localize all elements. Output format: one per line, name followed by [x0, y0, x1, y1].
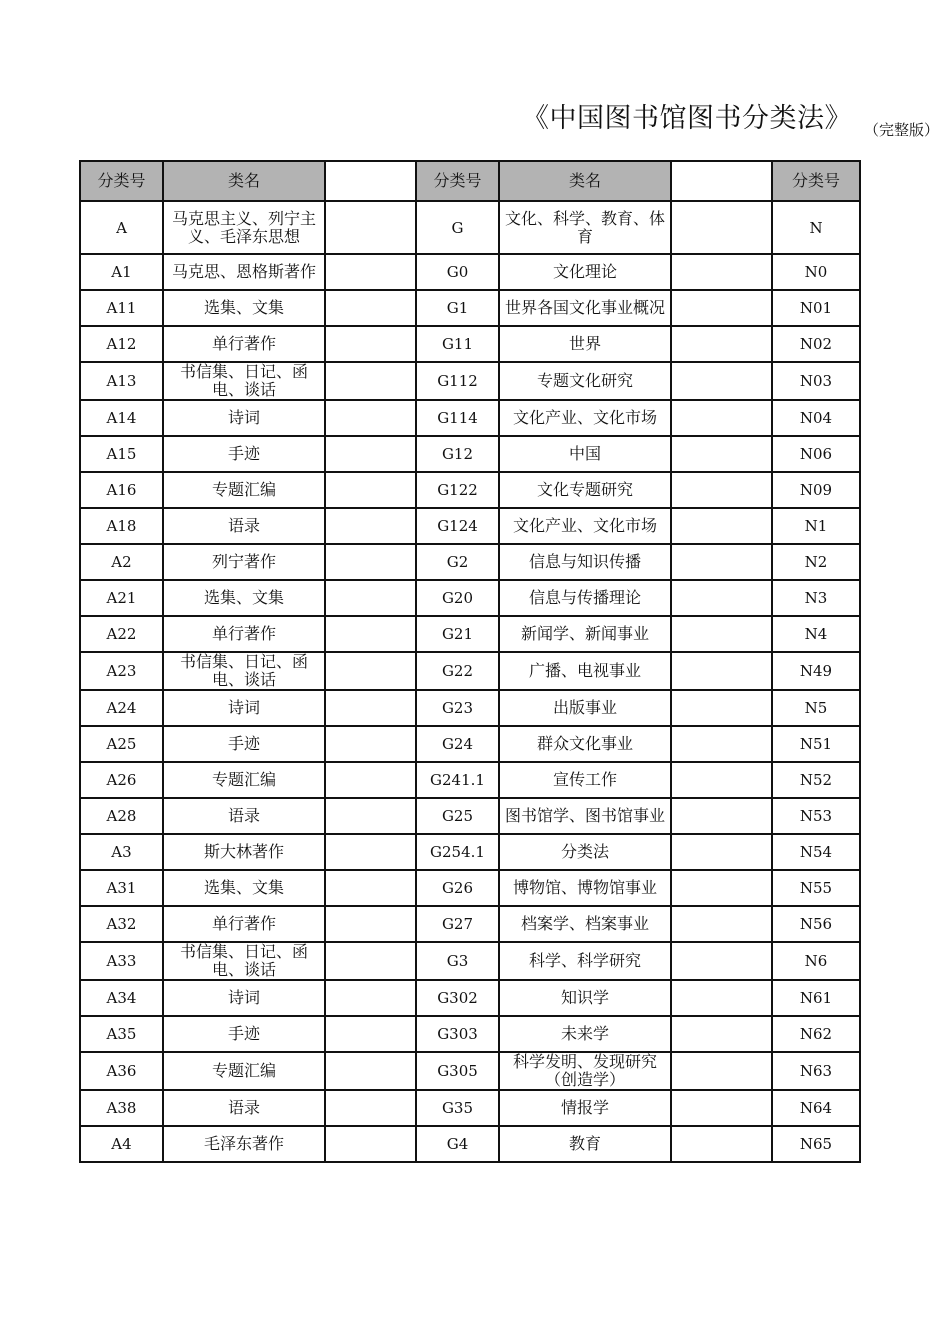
cell-code-g: G25 — [416, 798, 499, 834]
cell-name-g: 文化专题研究 — [499, 472, 671, 508]
table-row — [80, 201, 860, 254]
cell-blank-a — [325, 508, 416, 544]
table-row — [80, 508, 860, 544]
cell-name-a: 单行著作 — [163, 616, 325, 652]
header-blank-col-1 — [325, 161, 416, 201]
cell-name-a: 马克思、恩格斯著作 — [163, 254, 325, 290]
cell-code-a: A12 — [80, 326, 163, 362]
table-row — [80, 400, 860, 436]
cell-name-a: 单行著作 — [163, 326, 325, 362]
header-code-col-1: 分类号 — [80, 161, 163, 201]
cell-name-g: 知识学 — [499, 980, 671, 1016]
page-title: 《中国图书馆图书分类法》 — [522, 103, 852, 134]
cell-code-n: N55 — [772, 870, 860, 906]
cell-code-a: A24 — [80, 690, 163, 726]
table-row — [80, 254, 860, 290]
cell-blank-a — [325, 580, 416, 616]
cell-name-a: 书信集、日记、函电、谈话 — [163, 942, 325, 980]
header-row — [80, 161, 860, 201]
cell-code-g: G241.1 — [416, 762, 499, 798]
cell-blank-a — [325, 690, 416, 726]
header-name-col-2: 类名 — [499, 161, 671, 201]
cell-name-g: 群众文化事业 — [499, 726, 671, 762]
cell-code-n: N52 — [772, 762, 860, 798]
table-row — [80, 326, 860, 362]
cell-name-g: 宣传工作 — [499, 762, 671, 798]
cell-code-a: A34 — [80, 980, 163, 1016]
cell-name-g: 世界各国文化事业概况 — [499, 290, 671, 326]
cell-blank-g — [671, 508, 772, 544]
table-row — [80, 726, 860, 762]
cell-blank-a — [325, 436, 416, 472]
cell-blank-g — [671, 870, 772, 906]
cell-name-g: 广播、电视事业 — [499, 652, 671, 690]
cell-code-n: N2 — [772, 544, 860, 580]
cell-code-g: G302 — [416, 980, 499, 1016]
cell-blank-g — [671, 616, 772, 652]
cell-code-a: A23 — [80, 652, 163, 690]
cell-code-g: G2 — [416, 544, 499, 580]
cell-blank-g — [671, 762, 772, 798]
cell-name-g: 分类法 — [499, 834, 671, 870]
cell-code-a: A — [80, 201, 163, 254]
table-row — [80, 1016, 860, 1052]
cell-name-g: 世界 — [499, 326, 671, 362]
cell-blank-a — [325, 201, 416, 254]
cell-code-g: G303 — [416, 1016, 499, 1052]
table-row — [80, 580, 860, 616]
cell-blank-a — [325, 834, 416, 870]
cell-name-a: 选集、文集 — [163, 580, 325, 616]
cell-name-a: 马克思主义、列宁主义、毛泽东思想 — [163, 201, 325, 254]
cell-code-n: N06 — [772, 436, 860, 472]
cell-name-a: 书信集、日记、函电、谈话 — [163, 362, 325, 400]
cell-blank-g — [671, 544, 772, 580]
cell-code-a: A28 — [80, 798, 163, 834]
cell-code-a: A21 — [80, 580, 163, 616]
cell-code-n: N56 — [772, 906, 860, 942]
cell-blank-g — [671, 362, 772, 400]
table-row — [80, 652, 860, 690]
cell-code-g: G26 — [416, 870, 499, 906]
cell-blank-g — [671, 326, 772, 362]
cell-blank-a — [325, 1090, 416, 1126]
cell-name-a: 专题汇编 — [163, 1052, 325, 1090]
cell-blank-g — [671, 906, 772, 942]
cell-code-g: G23 — [416, 690, 499, 726]
cell-name-g: 科学发明、发现研究（创造学） — [499, 1052, 671, 1090]
cell-code-a: A25 — [80, 726, 163, 762]
table-row — [80, 544, 860, 580]
cell-code-a: A11 — [80, 290, 163, 326]
cell-code-g: G124 — [416, 508, 499, 544]
cell-code-a: A13 — [80, 362, 163, 400]
table-row — [80, 1090, 860, 1126]
cell-code-g: G22 — [416, 652, 499, 690]
cell-code-g: G305 — [416, 1052, 499, 1090]
cell-code-a: A3 — [80, 834, 163, 870]
cell-code-n: N51 — [772, 726, 860, 762]
cell-code-n: N4 — [772, 616, 860, 652]
cell-code-a: A18 — [80, 508, 163, 544]
cell-name-g: 文化产业、文化市场 — [499, 508, 671, 544]
cell-code-n: N0 — [772, 254, 860, 290]
cell-code-n: N5 — [772, 690, 860, 726]
table-row — [80, 690, 860, 726]
header-code-col-3: 分类号 — [772, 161, 860, 201]
cell-blank-g — [671, 834, 772, 870]
table-row — [80, 472, 860, 508]
cell-blank-a — [325, 652, 416, 690]
cell-blank-a — [325, 1016, 416, 1052]
cell-blank-g — [671, 254, 772, 290]
classification-table — [79, 160, 861, 1163]
table-row — [80, 980, 860, 1016]
cell-code-n: N53 — [772, 798, 860, 834]
cell-blank-g — [671, 400, 772, 436]
header-code-col-2: 分类号 — [416, 161, 499, 201]
cell-name-g: 信息与传播理论 — [499, 580, 671, 616]
cell-blank-g — [671, 1016, 772, 1052]
cell-name-g: 中国 — [499, 436, 671, 472]
cell-code-n: N6 — [772, 942, 860, 980]
cell-blank-g — [671, 690, 772, 726]
cell-blank-a — [325, 290, 416, 326]
cell-blank-a — [325, 762, 416, 798]
cell-name-g: 教育 — [499, 1126, 671, 1162]
cell-name-g: 新闻学、新闻事业 — [499, 616, 671, 652]
table-row — [80, 870, 860, 906]
cell-blank-g — [671, 472, 772, 508]
cell-name-a: 手迹 — [163, 1016, 325, 1052]
cell-blank-a — [325, 980, 416, 1016]
table-row — [80, 362, 860, 400]
cell-blank-g — [671, 798, 772, 834]
cell-code-a: A16 — [80, 472, 163, 508]
cell-name-a: 手迹 — [163, 726, 325, 762]
cell-code-g: G27 — [416, 906, 499, 942]
cell-code-a: A15 — [80, 436, 163, 472]
cell-code-n: N04 — [772, 400, 860, 436]
cell-code-g: G11 — [416, 326, 499, 362]
cell-blank-a — [325, 544, 416, 580]
cell-name-a: 列宁著作 — [163, 544, 325, 580]
table-row — [80, 436, 860, 472]
cell-name-g: 信息与知识传播 — [499, 544, 671, 580]
cell-code-g: G21 — [416, 616, 499, 652]
cell-name-g: 图书馆学、图书馆事业 — [499, 798, 671, 834]
cell-code-a: A31 — [80, 870, 163, 906]
cell-code-g: G114 — [416, 400, 499, 436]
page-subtitle: （完整版） — [864, 121, 940, 139]
table-row — [80, 290, 860, 326]
cell-blank-a — [325, 400, 416, 436]
header-name-col-1: 类名 — [163, 161, 325, 201]
cell-name-a: 斯大林著作 — [163, 834, 325, 870]
cell-blank-a — [325, 906, 416, 942]
cell-name-a: 选集、文集 — [163, 870, 325, 906]
table-row — [80, 616, 860, 652]
cell-name-g: 文化理论 — [499, 254, 671, 290]
cell-code-a: A1 — [80, 254, 163, 290]
cell-name-g: 文化产业、文化市场 — [499, 400, 671, 436]
cell-blank-g — [671, 980, 772, 1016]
cell-code-g: G4 — [416, 1126, 499, 1162]
cell-code-g: G1 — [416, 290, 499, 326]
cell-name-a: 语录 — [163, 508, 325, 544]
cell-name-g: 未来学 — [499, 1016, 671, 1052]
cell-name-g: 情报学 — [499, 1090, 671, 1126]
cell-code-a: A4 — [80, 1126, 163, 1162]
cell-code-g: G122 — [416, 472, 499, 508]
cell-blank-a — [325, 362, 416, 400]
cell-code-n: N64 — [772, 1090, 860, 1126]
cell-code-g: G24 — [416, 726, 499, 762]
cell-code-n: N02 — [772, 326, 860, 362]
cell-code-g: G12 — [416, 436, 499, 472]
cell-blank-a — [325, 472, 416, 508]
cell-blank-g — [671, 1052, 772, 1090]
cell-code-n: N09 — [772, 472, 860, 508]
cell-blank-a — [325, 1126, 416, 1162]
table-row — [80, 942, 860, 980]
cell-name-g: 博物馆、博物馆事业 — [499, 870, 671, 906]
cell-code-a: A33 — [80, 942, 163, 980]
cell-code-g: G3 — [416, 942, 499, 980]
cell-code-n: N65 — [772, 1126, 860, 1162]
cell-code-a: A14 — [80, 400, 163, 436]
cell-blank-g — [671, 942, 772, 980]
cell-code-a: A35 — [80, 1016, 163, 1052]
table-row — [80, 906, 860, 942]
cell-name-a: 诗词 — [163, 690, 325, 726]
cell-name-g: 专题文化研究 — [499, 362, 671, 400]
header-blank-col-2 — [671, 161, 772, 201]
cell-name-a: 语录 — [163, 798, 325, 834]
cell-name-a: 诗词 — [163, 980, 325, 1016]
cell-name-a: 语录 — [163, 1090, 325, 1126]
cell-name-a: 选集、文集 — [163, 290, 325, 326]
table-row — [80, 798, 860, 834]
cell-blank-g — [671, 580, 772, 616]
cell-code-n: N63 — [772, 1052, 860, 1090]
cell-code-n: N1 — [772, 508, 860, 544]
cell-blank-a — [325, 870, 416, 906]
cell-code-g: G20 — [416, 580, 499, 616]
cell-blank-g — [671, 290, 772, 326]
cell-name-g: 文化、科学、教育、体育 — [499, 201, 671, 254]
cell-code-n: N61 — [772, 980, 860, 1016]
cell-code-g: G35 — [416, 1090, 499, 1126]
cell-name-g: 出版事业 — [499, 690, 671, 726]
cell-name-a: 专题汇编 — [163, 472, 325, 508]
cell-code-n: N3 — [772, 580, 860, 616]
cell-name-a: 书信集、日记、函电、谈话 — [163, 652, 325, 690]
cell-code-n: N03 — [772, 362, 860, 400]
cell-code-n: N62 — [772, 1016, 860, 1052]
cell-blank-a — [325, 326, 416, 362]
table-row — [80, 762, 860, 798]
cell-code-a: A32 — [80, 906, 163, 942]
cell-blank-a — [325, 798, 416, 834]
cell-blank-g — [671, 1090, 772, 1126]
cell-blank-g — [671, 726, 772, 762]
cell-name-a: 毛泽东著作 — [163, 1126, 325, 1162]
table-row — [80, 1126, 860, 1162]
cell-code-n: N49 — [772, 652, 860, 690]
cell-name-a: 手迹 — [163, 436, 325, 472]
cell-name-a: 专题汇编 — [163, 762, 325, 798]
cell-code-a: A2 — [80, 544, 163, 580]
cell-code-g: G112 — [416, 362, 499, 400]
cell-code-a: A22 — [80, 616, 163, 652]
cell-blank-a — [325, 942, 416, 980]
cell-code-g: G254.1 — [416, 834, 499, 870]
cell-blank-g — [671, 201, 772, 254]
table-row — [80, 1052, 860, 1090]
cell-code-a: A38 — [80, 1090, 163, 1126]
cell-name-a: 单行著作 — [163, 906, 325, 942]
cell-code-n: N01 — [772, 290, 860, 326]
cell-code-g: G0 — [416, 254, 499, 290]
cell-name-a: 诗词 — [163, 400, 325, 436]
cell-code-a: A26 — [80, 762, 163, 798]
cell-blank-g — [671, 652, 772, 690]
cell-blank-a — [325, 616, 416, 652]
cell-blank-a — [325, 726, 416, 762]
table-row — [80, 834, 860, 870]
cell-code-n: N54 — [772, 834, 860, 870]
cell-code-n: N — [772, 201, 860, 254]
cell-blank-a — [325, 1052, 416, 1090]
cell-blank-g — [671, 436, 772, 472]
table-body — [80, 201, 860, 1162]
cell-blank-a — [325, 254, 416, 290]
cell-blank-g — [671, 1126, 772, 1162]
cell-name-g: 科学、科学研究 — [499, 942, 671, 980]
cell-code-g: G — [416, 201, 499, 254]
cell-code-a: A36 — [80, 1052, 163, 1090]
cell-name-g: 档案学、档案事业 — [499, 906, 671, 942]
